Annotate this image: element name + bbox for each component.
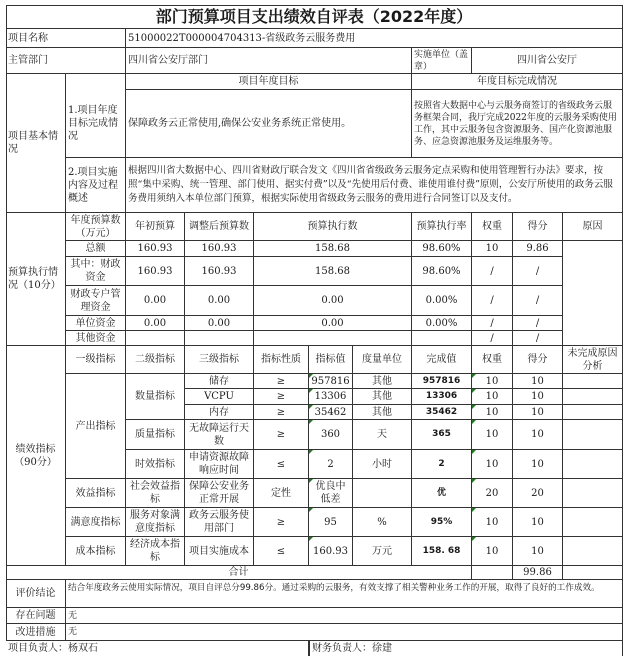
perf-cell-l3: VCPU [185,389,254,405]
budget-cell-label: 总额 [66,241,126,257]
budget-cell-initial [126,331,185,346]
budget-header-5: 权重 [472,213,513,241]
perf-cell-weight: 10 [472,508,513,537]
perf-cell-actual: 957816 [412,374,472,389]
row2-label: 2.项目实施内容及过程概述 [66,158,126,213]
budget-cell-executed [254,331,412,346]
finance-lead: 财务负责人：徐建 [309,641,623,656]
budget-cell-score: / [513,316,563,331]
budget-cell-weight: / [472,316,513,331]
perf-cell-l3: 内存 [185,405,254,420]
total-score: 99.86 [513,566,563,580]
conclusion-label: 评价结论 [6,580,66,608]
budget-header-4: 预算执行率 [412,213,472,241]
goal-header: 项目年度目标 [126,74,412,90]
budget-cell-executed: 0.00 [254,316,412,331]
completion-header: 年度目标完成情况 [412,74,623,90]
perf-cell-actual: 365 [412,420,472,450]
perf-cell-target: 优良中低差 [309,479,353,508]
budget-cell-label: 财政专户管理资金 [66,286,126,316]
perf-cell-target: 2 [309,450,353,479]
perf-cell-l3: 项目实施成本 [185,537,254,566]
perf-cell-reason [563,389,623,405]
level2-quantity: 数量指标 [126,374,185,420]
budget-cell-score: / [513,331,563,346]
perf-cell-score: 10 [513,508,563,537]
perf-header-9: 未完成原因分析 [563,346,623,374]
perf-header-6: 完成值 [412,346,472,374]
perf-cell-score: 10 [513,389,563,405]
budget-cell-weight: / [472,257,513,286]
level1-benefit: 效益指标 [66,479,126,508]
level1-output: 产出指标 [66,374,126,479]
perf-cell-nature: ≥ [254,405,309,420]
budget-cell-label: 其他资金 [66,331,126,346]
project-lead: 项目负责人：杨双石 [6,641,309,656]
project-name-value: 51000022T000004704313-省级政务云服务费用 [126,29,623,48]
budget-cell-adjusted: 0.00 [185,286,254,316]
perf-cell-score: 10 [513,374,563,389]
row2-text: 根据四川省大数据中心、四川省财政厅联合发文《四川省省级政务云服务定点采购和使用管理暂行办法》要求，按照“集中采购、统一管理、部门使用、据实付费”以及“先使用后付费、谁使用谁付费”原则，公安厅所使用的政务云服务费用须纳入本单位部门预算，根据实际使用省级政务云服务的费用进行合同签订以及支付。 [126,158,623,213]
budget-cell-weight: 10 [472,241,513,257]
perf-cell-weight: 10 [472,374,513,389]
perf-cell-unit: 其他 [353,389,412,405]
budget-header-1: 年初预算 [126,213,185,241]
budget-cell-rate: 98.60% [412,241,472,257]
impl-unit-value: 四川省公安厅 [472,48,623,74]
budget-cell-adjusted: 0.00 [185,316,254,331]
project-name-label: 项目名称 [6,29,126,48]
budget-cell-score: / [513,286,563,316]
budget-reason-cell [563,241,623,346]
perf-cell-nature: ≥ [254,374,309,389]
perf-cell-l3: 政务云服务使用部门 [185,508,254,537]
budget-cell-rate: 98.60% [412,257,472,286]
perf-cell-target: 957816 [309,374,353,389]
perf-cell-reason [563,508,623,537]
perf-cell-actual: 35462 [412,405,472,420]
perf-cell-actual: 2 [412,450,472,479]
perf-cell-weight: 10 [472,537,513,566]
perf-cell-score: 10 [513,405,563,420]
perf-cell-unit: % [353,508,412,537]
budget-cell-initial: 160.93 [126,241,185,257]
perf-cell-nature: ≥ [254,420,309,450]
budget-cell-initial: 160.93 [126,257,185,286]
perf-cell-actual: 95% [412,508,472,537]
perf-cell-weight: 10 [472,420,513,450]
perf-cell-weight: 10 [472,450,513,479]
perf-header-5: 度量单位 [353,346,412,374]
perf-cell-target: 13306 [309,389,353,405]
perf-section-label: 绩效指标（90分） [6,346,66,566]
perf-cell-unit: 其他 [353,405,412,420]
budget-cell-adjusted: 160.93 [185,241,254,257]
perf-cell-score: 10 [513,420,563,450]
perf-cell-l3: 保障公安业务正常开展 [185,479,254,508]
perf-header-3: 指标性质 [254,346,309,374]
impl-unit-label: 实施单位（盖章） [412,48,472,74]
budget-cell-label: 其中：财政资金 [66,257,126,286]
row1-label: 1.项目年度目标完成情况 [66,90,126,158]
budget-cell-initial: 0.00 [126,286,185,316]
basic-section-label: 项目基本情况 [6,74,66,213]
perf-cell-reason [563,537,623,566]
budget-cell-rate: 0.00% [412,316,472,331]
budget-cell-score: 9.86 [513,241,563,257]
perf-header-4: 指标值 [309,346,353,374]
perf-cell-reason [563,420,623,450]
perf-cell-weight: 10 [472,405,513,420]
budget-cell-rate: 0.00% [412,286,472,316]
perf-cell-score: 10 [513,537,563,566]
perf-cell-actual: 13306 [412,389,472,405]
perf-cell-reason [563,450,623,479]
level2-timeliness: 时效指标 [126,450,185,479]
perf-cell-actual: 优 [412,479,472,508]
measures-text: 无 [66,624,623,641]
row1-completion: 按照省大数据中心与云服务商签订的省级政务云服务框架合同，我厅完成2022年度的云服务采购使用工作，其中云服务包含资源服务、国产化资源池服务、应急资源池服务及运维服务等。 [412,90,623,158]
perf-header-7: 权重 [472,346,513,374]
level1-satisfaction: 满意度指标 [66,508,126,537]
budget-header-2: 调整后预算数 [185,213,254,241]
perf-cell-nature: 定性 [254,479,309,508]
budget-header-6: 得分 [513,213,563,241]
budget-cell-executed: 158.68 [254,257,412,286]
dept-label: 主管部门 [6,48,126,74]
level2-economic: 经济成本指标 [126,537,185,566]
total-label: 合计 [6,566,472,580]
issues-text: 无 [66,608,623,624]
perf-cell-unit [353,479,412,508]
budget-header-7: 原因 [563,213,623,241]
perf-cell-target: 35462 [309,405,353,420]
level2-quality: 质量指标 [126,420,185,450]
budget-section-label: 预算执行情况（10分） [6,213,66,346]
perf-cell-l3: 储存 [185,374,254,389]
perf-cell-unit: 其他 [353,374,412,389]
level2-service: 服务对象满意度指标 [126,508,185,537]
budget-cell-score: / [513,257,563,286]
level1-cost: 成本指标 [66,537,126,566]
conclusion-text: 结合年度政务云使用实际情况，项目自评总分99.86分。通过采购的云服务，有效支撑了相关警种业务工作的开展，取得了良好的工作成效。 [66,580,623,608]
perf-cell-unit: 天 [353,420,412,450]
perf-header-1: 二级指标 [126,346,185,374]
perf-cell-reason [563,479,623,508]
measures-label: 改进措施 [6,624,66,641]
total-weight [472,566,513,580]
budget-cell-rate [412,331,472,346]
total-reason [563,566,623,580]
perf-cell-weight: 20 [472,479,513,508]
budget-cell-adjusted: 160.93 [185,257,254,286]
perf-cell-target: 360 [309,420,353,450]
perf-cell-nature: ≤ [254,537,309,566]
perf-cell-reason [563,374,623,389]
budget-header-3: 预算执行数 [254,213,412,241]
perf-header-0: 一级指标 [66,346,126,374]
budget-cell-weight: / [472,331,513,346]
perf-cell-l3: 申请资源故障响应时间 [185,450,254,479]
page-title: 部门预算项目支出绩效自评表（2022年度） [6,5,623,29]
perf-header-2: 三级指标 [185,346,254,374]
dept-value: 四川省公安厅部门 [126,48,412,74]
perf-cell-l3: 无故障运行天数 [185,420,254,450]
perf-cell-score: 20 [513,479,563,508]
budget-cell-initial: 0.00 [126,316,185,331]
budget-cell-executed: 0.00 [254,286,412,316]
perf-cell-nature: ≥ [254,508,309,537]
budget-cell-label: 单位资金 [66,316,126,331]
perf-cell-unit: 万元 [353,537,412,566]
perf-cell-unit: 小时 [353,450,412,479]
budget-cell-weight: / [472,286,513,316]
perf-cell-score: 10 [513,450,563,479]
perf-cell-weight: 10 [472,389,513,405]
row1-goal: 保障政务云正常使用,确保公安业务系统正常使用。 [126,90,412,158]
perf-cell-target: 160.93 [309,537,353,566]
budget-cell-executed: 158.68 [254,241,412,257]
perf-cell-reason [563,405,623,420]
perf-cell-nature: ≤ [254,450,309,479]
perf-cell-actual: 158. 68 [412,537,472,566]
perf-cell-target: 95 [309,508,353,537]
issues-label: 存在问题 [6,608,66,624]
budget-cell-adjusted [185,331,254,346]
budget-header-0: 年度预算数（万元） [66,213,126,241]
level2-social: 社会效益指标 [126,479,185,508]
perf-cell-nature: ≥ [254,389,309,405]
perf-header-8: 得分 [513,346,563,374]
